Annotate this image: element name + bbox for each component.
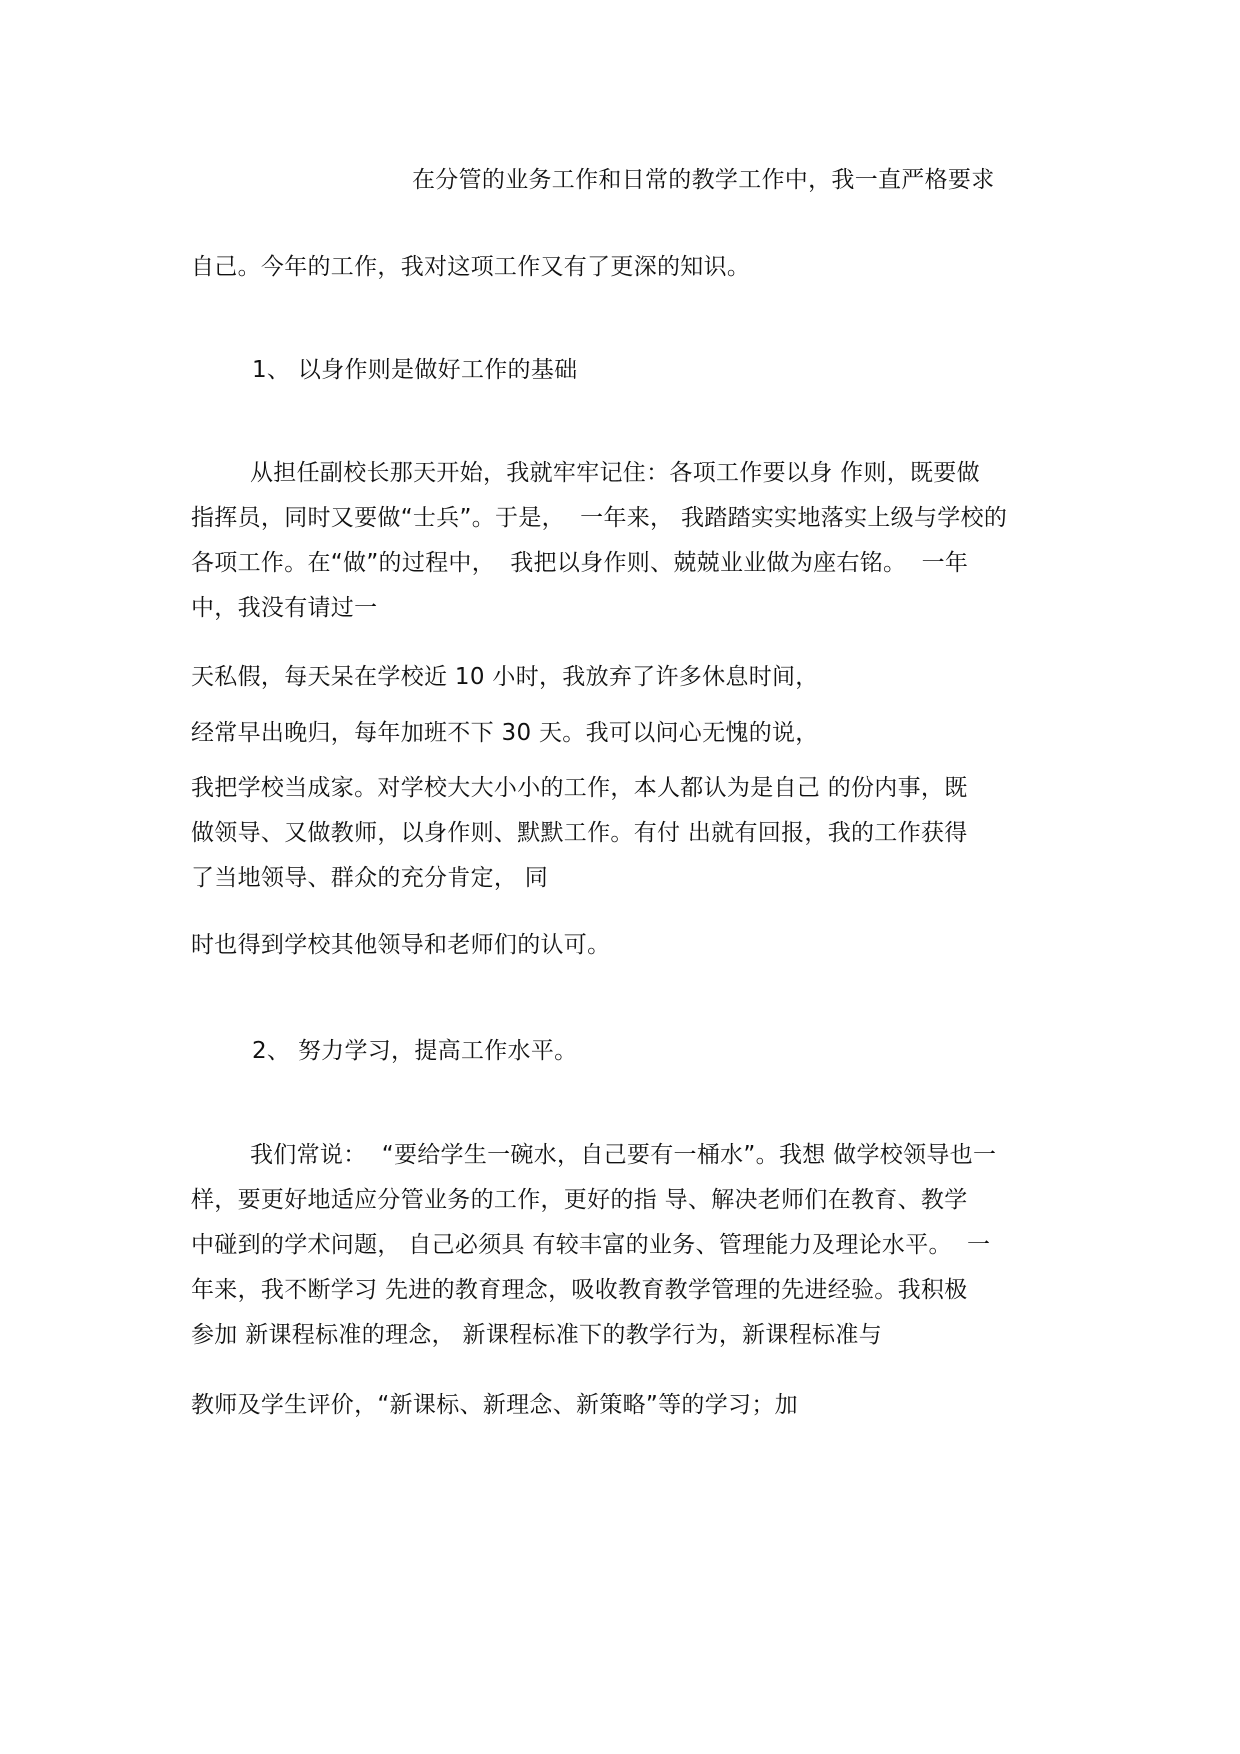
section-2-line-6: 教师及学生评价，“新课标、新理念、新策略”等的学习；加 — [191, 1392, 798, 1418]
section-1-line-9: 了当地领导、群众的充分肯定， 同 — [191, 865, 549, 891]
section-1-line-10: 时也得到学校其他领导和老师们的认可。 — [191, 932, 611, 958]
section-1-line-7: 我把学校当成家。对学校大大小小的工作，本人都认为是自己 的份内事，既 — [191, 775, 968, 801]
section-2-line-1: 我们常说： “要给学生一碗水，自己要有一桶水”。我想 做学校领导也一 — [250, 1142, 997, 1168]
intro-line-1: 在分管的业务工作和日常的教学工作中，我一直严格要求 — [412, 167, 995, 193]
section-1-heading: 1、 以身作则是做好工作的基础 — [252, 357, 578, 383]
section-2-line-2: 样，要更好地适应分管业务的工作，更好的指 导、解决老师们在教育、教学 — [191, 1187, 968, 1213]
section-1-line-3: 各项工作。在“做”的过程中， 我把以身作则、兢兢业业做为座右铭。 一年 — [191, 550, 969, 576]
section-1-line-1: 从担任副校长那天开始，我就牢牢记住：各项工作要以身 作则，既要做 — [250, 460, 980, 486]
section-2-line-3: 中碰到的学术问题， 自己必须具 有较丰富的业务、管理能力及理论水平。 一 — [191, 1232, 991, 1258]
section-1-line-8: 做领导、又做教师，以身作则、默默工作。有付 出就有回报，我的工作获得 — [191, 820, 968, 846]
section-1-line-5: 天私假，每天呆在学校近 10 小时，我放弃了许多休息时间， — [191, 664, 819, 690]
section-1-line-6: 经常早出晚归，每年加班不下 30 天。我可以问心无愧的说， — [191, 720, 819, 746]
section-2-line-4: 年来，我不断学习 先进的教育理念，吸收教育教学管理的先进经验。我积极 — [191, 1277, 968, 1303]
section-1-line-4: 中，我没有请过一 — [191, 595, 378, 621]
section-2-heading: 2、 努力学习，提高工作水平。 — [252, 1038, 578, 1064]
section-1-line-2: 指挥员，同时又要做“士兵”。于是， 一年来， 我踏踏实实地落实上级与学校的 — [191, 505, 1008, 531]
section-2-line-5: 参加 新课程标准的理念， 新课程标准下的教学行为，新课程标准与 — [191, 1322, 882, 1348]
intro-line-2: 自己。今年的工作，我对这项工作又有了更深的知识。 — [191, 254, 751, 280]
